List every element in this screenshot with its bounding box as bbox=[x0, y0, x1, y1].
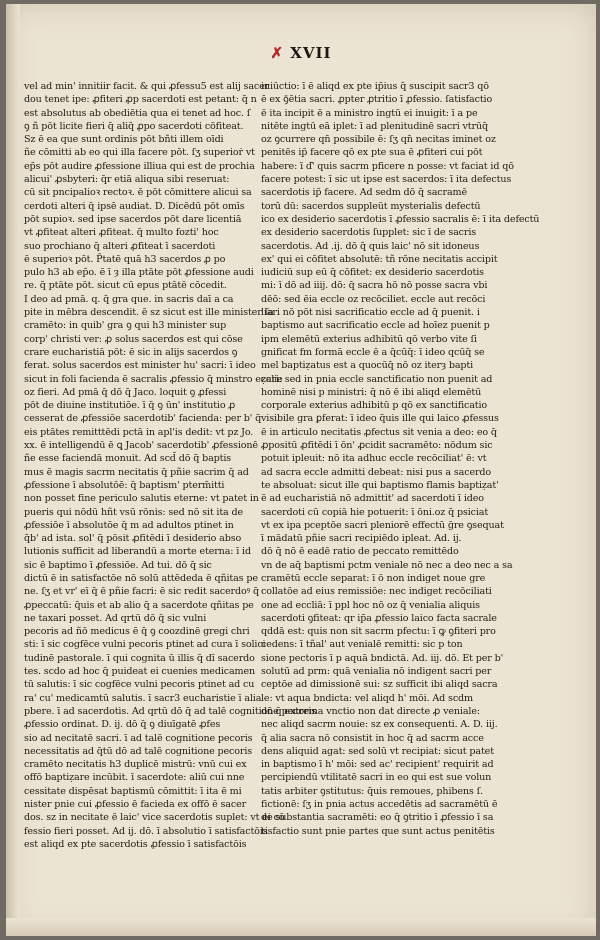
right-column-line: ē ita incipit ē a ministro ingtū ei inuigit: ī a pe bbox=[261, 107, 478, 119]
right-column-line: dō q̄ extrema vnctio non dat directe ꝓ veniale: bbox=[261, 705, 480, 717]
left-column-line: ꝓfessiōe ī absolutōe q̄ m ad adultos ptinet in bbox=[24, 519, 234, 531]
right-column-line: potuit ipleuit: nō ita adhuc eccle recōciliat' ē: vt bbox=[261, 453, 487, 465]
left-column-line: ñe cōmitti ab eo qui illa facere pōt. ſʒ superioṙ vt bbox=[24, 147, 255, 159]
left-column-line: cramēto necitatis h3 duplicē mistrū: vnū cui ex bbox=[24, 759, 247, 771]
right-column-line: te absoluat: sicut ille qui baptismo flamis baptiẓat' bbox=[261, 479, 499, 491]
manuscript-page bbox=[6, 4, 596, 936]
left-column-line: est aliqd ex pte sacerdotis ꝓfessio ī satisfactōis bbox=[24, 838, 247, 850]
left-column-line: pbere. ī ad sacerdotis. Ad qrtū dō q̄ ad talē cognitione pecoris bbox=[24, 705, 317, 717]
right-column-line: dens aliquid agat: sed solū vt recipiat: sicut patet bbox=[261, 745, 494, 757]
right-column-line: percipiendū vtilitatē sacri in eo qui est sue volun bbox=[261, 772, 492, 784]
right-column-line: solutū ad prm: quā venialia nō indigent sacri per bbox=[261, 666, 492, 678]
left-column-line: pulo h3 ab ep̄o. ē ī ȝ illa ptāte pōt ꝓfessione audi bbox=[24, 267, 254, 279]
left-column-line: sti: ī sic cogfēce vulni pecoris ptinet ad cura ī solici bbox=[24, 639, 266, 651]
left-column-line: mus ē magis sacrm necitatis q̄ pñie sacrim q̄ ad bbox=[24, 466, 249, 478]
left-column-line: xx. ē intelligendū ē ꝗ Jacob' sacerdotib' ꝓfessionē bbox=[24, 440, 258, 452]
right-column-line: cramētū eccle separat: ī ō non indiget noue gre bbox=[261, 572, 486, 584]
foliation-header bbox=[6, 44, 596, 62]
right-column-line: ex desiderio sacerdotis ſupplet: sic ī de sacris bbox=[261, 227, 477, 239]
left-column-line: ne taxari posset. Ad qrtū dō q̄ sic vulni bbox=[24, 612, 207, 624]
right-column-line: qddā est: quis non sit sacrm pfectu: ī ꝙ ꝯfiteri pro bbox=[261, 626, 496, 638]
foliation-number: XVII bbox=[290, 44, 332, 62]
left-column-line: fessio fieri posset. Ad ij. dō. ī absolutio ī satisfactōis bbox=[24, 825, 268, 837]
left-column-line: pite in mēbra descendit. ē sz sicut est ille minister ſa bbox=[24, 307, 274, 319]
left-column-line: re. q̄ ptāte pōt. sicut cū epus ptātē cōcedit. bbox=[24, 280, 227, 292]
right-column-line: nitēte ingtū eā iplet: ī ad plenitudinē sacri vtrūq̄ bbox=[261, 120, 488, 132]
left-column-line: cū sit pncipalioꝛ rectoꝛ. ē pōt cōmittere alicui sa bbox=[24, 187, 252, 199]
right-column-line: gnificat fm formā eccle ē a q̄cūq̄: ī ideo qcūq̄ se bbox=[261, 346, 485, 358]
left-column-line: cesserat de ꝓfessiōe sacerdotib' facienda: per b' q̄ bbox=[24, 413, 262, 425]
left-column-line: vt ꝓfiteat alteri ꝓfiteat. q̄ multo fozti' hoc bbox=[24, 227, 219, 239]
left-column-line: dos. sz in necitate ē laic' vice sacerdotis suplet: vt ei cō bbox=[24, 812, 285, 824]
left-column-line: pecoris ad ñō medicus ē q̄ ꝯ coozdinē gregi chri bbox=[24, 626, 250, 638]
left-column-line: corp' christi ver: ꝓ solus sacerdos est qui cōse bbox=[24, 333, 243, 345]
right-column-line: torū dū: sacerdos suppleūt mysterialis defectū bbox=[261, 200, 481, 212]
right-column-line: de substantia sacramēti: eo q̄ ꝯtritio ī ꝓfessio ī sa bbox=[261, 812, 494, 824]
foliation-mark: ✗ bbox=[270, 44, 285, 62]
right-column-line: in baptismo ī h' mōi: sed ac' recipient' requirit ad bbox=[261, 759, 494, 771]
right-column-line: ipm elemētū exterius adhibitū qō verbo vite ſi bbox=[261, 333, 477, 345]
left-column-line: cerdoti alteri q̄ ipsē audiat. D. Dicēdū pōt omīs bbox=[24, 200, 245, 212]
left-column-line: ñe esse faciendā monuit. Ad scd̄ dō q̄ baptis bbox=[24, 453, 232, 465]
left-column-line: non posset fine periculo salutis eterne: vt patet in bbox=[24, 493, 259, 505]
right-column-line: nec aliqd sacrm nouie: sz ex consequenti. A. D. iij. bbox=[261, 719, 498, 731]
right-column-line: hominē nisi p ministri: q̄ nō ē ibi aliqd elemētū bbox=[261, 386, 482, 398]
left-column-line: ferat. solus sacerdos est minister hu' sacri: ī ideo bbox=[24, 360, 256, 372]
right-column-line: ẓari: sed in pnia eccle sanctificatio non puenit ad bbox=[261, 373, 493, 385]
left-column-line: pōt de diuine institutiōe. ī q̄ ꝯ ūn' institutio ꝓ bbox=[24, 400, 236, 412]
right-column-line: liari nō pōt nisi sacrificatio eccle ad q̄ puenit. i bbox=[261, 307, 480, 319]
right-column-line: visibile gra ꝑferat: ī ideo q̄uis ille qui laico ꝓfessus bbox=[261, 413, 499, 425]
right-column-line: iniūctio: ī ē aliqd ex pte ip̄ius q̄ suscipit sacr3 qō bbox=[261, 81, 489, 92]
right-column-line: vt ex ipa pceptōe sacri pleniorē effectū ḡre ꝯsequat bbox=[261, 519, 504, 531]
right-column-line: collatōe ad eius remissiōe: nec indiget recōciliati bbox=[261, 586, 492, 598]
left-column-line: Sz ē ea que sunt ordinis pōt bñti illem oīdi bbox=[24, 134, 224, 146]
left-column-line: lutionis sufficit ad liberandū a morte eterna: ī id bbox=[24, 546, 251, 558]
right-column-line: ad sacra eccle admitti debeat: nisi pus a sacerdo bbox=[261, 466, 492, 478]
left-column-line: ne. ſʒ et vr' eī q̄ ē pñie facri: ē sic redit sacerdoꝰ q̄ bbox=[24, 586, 259, 598]
right-column-line: le: vt aqua bndicta: vel aliqd h' mōi. Ad scdm bbox=[261, 692, 473, 704]
right-column-line: ī mādatū pñie sacri recipiēdo ipleat. Ad. ij. bbox=[261, 533, 462, 545]
left-column-line: tes. scdo ad hoc q̄ puideat ei cuenies medicamen bbox=[24, 666, 256, 678]
right-column-line: corporale exterius adhibitū p qō ex sanctificatio bbox=[261, 400, 488, 412]
left-column-line: tudinē pastorale. ī qui cognita ū illis q̄ dī sacerdo bbox=[24, 652, 255, 664]
right-column-line: ceptōe ad dimissionē sui: sz sufficit ibi aliqd sacra bbox=[261, 679, 498, 691]
right-column-line: sione pectoris ī p aquā bndictā. Ad. iij. dō. Et per b' bbox=[261, 652, 504, 664]
left-column-line: vel ad min' innitiir facit. & qui ꝓfessu5 est alij sacer bbox=[24, 81, 270, 92]
left-column-line: ꝓfessione ī absolutōē: q̄ baptism' pterm̄itti bbox=[24, 479, 225, 491]
right-column-line: sacerdoti cū copiā hie potuerit: ī ōni.oz q̄ psiciat bbox=[261, 506, 489, 518]
left-column-line: ꝓfessio ordinat. D. ij. dō q̄ ꝯ diuīgatē ꝓfes bbox=[24, 719, 221, 731]
left-column-line: ꝓpeccatū: q̄uis et ab alio q̄ a sacerdote qñitas pe bbox=[24, 599, 254, 611]
right-text-column bbox=[261, 80, 540, 838]
right-column-line: sacerdotis ip̄ facere. Ad sedm dō q̄ sacramē bbox=[261, 187, 467, 199]
left-column-line: cramēto: in quib' gra ꝯ qui h3 minister sup bbox=[24, 320, 227, 332]
right-column-line: sacerdoti ꝯfiteat: qr ip̄a ꝓfessio laico facta sacrale bbox=[261, 612, 497, 624]
right-column-line: iudiciū sup eū q̄ cōfitet: ex desiderio sacerdotis bbox=[261, 267, 484, 279]
left-column-line: sio ad necitatē sacri. ī ad talē cognitione pecoris bbox=[24, 732, 253, 744]
left-column-line: offō baptiẓare incūbit. ī sacerdote: aliū cui nne bbox=[24, 772, 245, 784]
left-column-line: alicui' ꝓsbyteri: q̄r etiā aliqua sibi reseruat: bbox=[24, 174, 230, 186]
right-column-line: tisfactio sunt pnie partes que sunt actus penitētis bbox=[261, 825, 495, 837]
left-column-line: dictū ē in satisfactōe nō solū attēdeda ē qñitas pe bbox=[24, 572, 258, 584]
right-column-line: ꝓpositū ꝓfitēdi ī ōn' ꝓcidit sacramēto: nōdum sic bbox=[261, 440, 493, 452]
left-column-line: sic ē baptimo ī ꝓfessiōe. Ad tui. dō q̄ sic bbox=[24, 559, 212, 571]
right-column-line: habere: ī d'̄ quis sacrm pficere n posse: vt faciat id qō bbox=[261, 160, 514, 172]
left-column-line: ē superioꝛ pōt. P̄tatē quā h3 sacerdos ꝓ po bbox=[24, 253, 226, 265]
page-gutter-shadow bbox=[6, 4, 20, 936]
right-column-line: ē ad eucharistiā nō admittit' ad sacerdoti ī ideo bbox=[261, 493, 484, 505]
left-column-line: oz fieri. Ad pmā q̄ dō q̄ Jaco. loquit ꝯ ꝓfessi bbox=[24, 386, 227, 398]
right-column-line: ē in articulo necitatis ꝓfectus sit venia a deo: eo q̄ bbox=[261, 426, 497, 438]
right-column-line: cedens: ī tñal' aut venialē remitti: sic p ton bbox=[261, 639, 463, 651]
right-column-line: fictionē: ſʒ in pnia actus accedētis ad sacramētū ē bbox=[261, 799, 498, 811]
left-column-line: ra' cu' medicamtū salutis. ī sacr3 eucharistie ī alia bbox=[24, 692, 262, 704]
left-column-line: suo prochiano q̄ alteri ꝓfiteat ī sacerdoti bbox=[24, 240, 216, 252]
right-column-line: ē ex ꝯ̄ētia sacri. ꝓpter ꝓtritio ī ꝓfessio. ſatisfactio bbox=[261, 94, 493, 106]
left-text-column bbox=[24, 80, 317, 851]
right-column-line: one ad eccliā: ī ppl hoc nō oz q̄ venialia aliquis bbox=[261, 599, 480, 611]
left-column-line: sicut in foli facienda ē sacralis ꝓfessio q̄ minstro ecclie bbox=[24, 373, 283, 385]
right-column-line: baptismo aut sacrificatio eccle ad hoīez puenit p bbox=[261, 320, 490, 332]
right-column-line: facere potest: ī sic ut ipse est sacerdos: ī ita defectus bbox=[261, 174, 512, 186]
right-column-line: mi: ī dō ad iiij. dō: q̄ sacra hō nō posse sacra vbi bbox=[261, 280, 488, 292]
left-column-line: dou tenet ipe: ꝓfiteri ꝓp sacerdoti est petant: q̄ n bbox=[24, 94, 257, 106]
left-column-line: est absolutus ab obediētia qua ei tenet ad hoc. ſ bbox=[24, 107, 251, 119]
right-column-line: tatis arbiter ꝯstitutus: q̄uis remoues, phibens ſ. bbox=[261, 785, 483, 797]
right-column-line: oz ꝯcurrere qn̄ possibile ē: ſʒ qn̄ necitas iminet oz bbox=[261, 134, 496, 146]
page-bottom-edge bbox=[6, 918, 596, 936]
right-column-line: dēō: sed ēia eccle oz recōciliet. eccle aut recōci bbox=[261, 293, 486, 305]
left-column-line: necessitatis ad q̄tū dō ad talē cognitione pecoris bbox=[24, 745, 253, 757]
left-column-line: nister pnie cui ꝓfessio ē facieda ex offō ē sacer bbox=[24, 799, 247, 811]
left-column-line: ꝯ ñ pōt licite fieri q̄ aliq̄ ꝓpo sacerdoti cōfiteat. bbox=[24, 120, 244, 132]
left-column-line: crare eucharistiā pōt: ē sic in alijs sacerdos ꝯ bbox=[24, 346, 238, 358]
left-column-line: tū salutis: ī sic cogfēce vulni pecoris ptinet ad cu bbox=[24, 679, 255, 691]
right-column-line: q̄ alia sacra nō consistit in hoc q̄ ad sacrm acce bbox=[261, 732, 484, 744]
right-column-line: dō q̄ nō ē eadē ratio de peccato remittēdo bbox=[261, 546, 459, 558]
right-column-line: ex' qui ei cōfitet absolutē: tñ rōne necitatis accipit bbox=[261, 253, 498, 265]
left-column-line: q̄b' ad ista. sol' q̄ pōsit ꝓfitēdi ī desiderio abso bbox=[24, 533, 242, 545]
right-column-line: penitēs ip̄ facere qō ex pte sua ē ꝓfiteri cui pōt bbox=[261, 147, 483, 159]
left-column-line: eis ptātes remitttēdi pctā in apl'is dedit: vt pz Jo. bbox=[24, 426, 254, 438]
left-column-line: ep̄s pōt audire ꝓfessione illiua qui est de prochia bbox=[24, 160, 255, 172]
right-column-line: vn de aq̄ baptismi pctm veniale nō nec a deo nec a sa bbox=[261, 559, 513, 571]
left-column-line: pōt supioꝛ. sed ipse sacerdos pōt dare licentiā bbox=[24, 213, 242, 225]
right-column-line: ico ex desiderio sacerdotis ī ꝓfessio sacralis ē: ī ita defectū bbox=[261, 213, 540, 225]
left-column-line: I deo ad pmā. q. q̄ gra que. in sacris daī a ca bbox=[24, 293, 234, 305]
left-column-line: cessitate dispēsat baptismū cōmittit: ī ita ē mi bbox=[24, 785, 242, 797]
right-column-line: sacerdotis. Ad .ij. dō q̄ quis laic' nō sit idoneus bbox=[261, 240, 480, 252]
left-column-line: pueris qui nōdū hñt vsū rōnis: sed nō sit ita de bbox=[24, 506, 244, 518]
right-column-line: mel baptiẓatus est a quocūq̄ nō oz iterȝ bapti bbox=[261, 360, 474, 372]
